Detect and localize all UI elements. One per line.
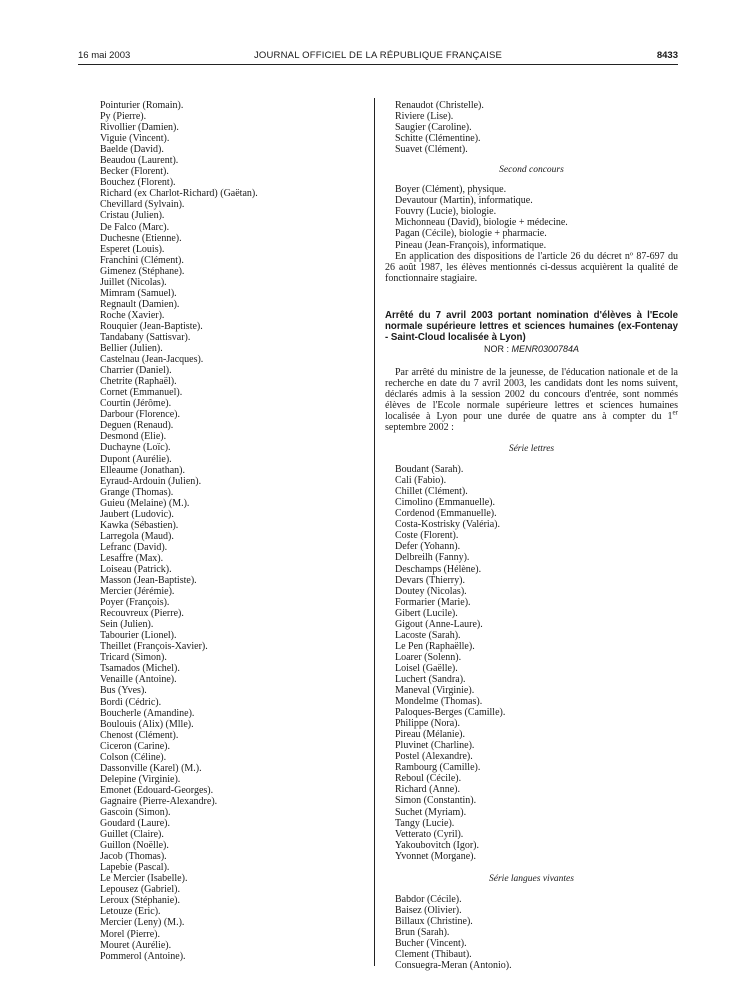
list-item: Postel (Alexandre).: [395, 751, 473, 763]
right-top-names: [385, 100, 678, 155]
list-item: Duchayne (Loïc).: [100, 442, 171, 454]
list-item: Cali (Fabio).: [395, 475, 447, 487]
list-item: Riviere (Lise).: [395, 111, 454, 123]
application-paragraph: En application des dispositions de l'article 26 du décret nº 87-697 du 26 août 1987, les élèves mentionnés ci-dessus acquièrent la qualité de fonctionnaire stagiaire.: [385, 250, 678, 284]
list-item: Theillet (François-Xavier).: [100, 641, 208, 653]
list-item: Regnault (Damien).: [100, 298, 180, 310]
list-item: Loiseau (Patrick).: [100, 563, 172, 575]
list-item: Franchini (Clément).: [100, 254, 184, 266]
list-item: Loarer (Solenn).: [395, 651, 462, 663]
list-item: Viguie (Vincent).: [100, 133, 170, 145]
list-item: De Falco (Marc).: [100, 221, 170, 233]
list-item: Vetterato (Cyril).: [395, 828, 464, 840]
right-column: [385, 100, 678, 971]
list-item: Ciceron (Carine).: [100, 740, 170, 752]
list-item: Yvonnet (Morgane).: [395, 850, 477, 862]
list-item: Guieu (Melaine) (M.).: [100, 497, 190, 509]
list-item: Rouquier (Jean-Baptiste).: [100, 320, 203, 332]
list-item: Emonet (Edouard-Georges).: [100, 784, 214, 796]
list-item: Delbreilh (Fanny).: [395, 552, 470, 564]
list-item: Poyer (François).: [100, 597, 170, 609]
list-item: Pireau (Mélanie).: [395, 729, 465, 741]
list-item: Bouchez (Florent).: [100, 177, 176, 189]
list-item: Boyer (Clément), physique.: [395, 184, 507, 196]
list-item: Yakoubovitch (Igor).: [395, 839, 479, 851]
list-item: Michonneau (David), biologie + médecine.: [395, 217, 568, 229]
list-item: Mercier (Jérémie).: [100, 586, 175, 598]
arrete-body: [385, 367, 678, 433]
list-item: Tangy (Lucie).: [395, 817, 455, 829]
list-item: Chillet (Clément).: [395, 486, 468, 498]
list-item: Pagan (Cécile), biologie + pharmacie.: [395, 228, 547, 240]
list-item: Gimenez (Stéphane).: [100, 265, 185, 277]
list-item: Clement (Thibaut).: [395, 949, 472, 961]
list-item: Devautour (Martin), informatique.: [395, 195, 533, 207]
list-item: Esperet (Louis).: [100, 243, 165, 255]
list-item: Richard (ex Charlot-Richard) (Gaëtan).: [100, 188, 258, 200]
list-item: Mercier (Leny) (M.).: [100, 917, 185, 929]
list-item: Pommerol (Antoine).: [100, 950, 186, 962]
list-item: Tabourier (Lionel).: [100, 630, 177, 642]
list-item: Letouze (Eric).: [100, 906, 161, 918]
header-page-number: 8433: [656, 50, 678, 61]
list-item: Schitte (Clémentine).: [395, 133, 481, 145]
list-item: Jaubert (Ludovic).: [100, 508, 174, 520]
list-item: Recouvreux (Pierre).: [100, 608, 184, 620]
list-item: Gascoin (Simon).: [100, 807, 171, 818]
second-concours-heading: Second concours: [499, 165, 564, 176]
list-item: Bucher (Vincent).: [395, 938, 467, 949]
list-item: Gibert (Lucile).: [395, 607, 458, 619]
list-item: Gagnaire (Pierre-Alexandre).: [100, 795, 218, 807]
list-item: Tsamados (Michel).: [100, 663, 180, 675]
list-item: Cordenod (Emmanuelle).: [395, 508, 497, 520]
list-item: Courtin (Jérôme).: [100, 398, 172, 410]
list-item: Renaudot (Christelle).: [395, 100, 484, 111]
list-item: Lepousez (Gabriel).: [100, 884, 180, 896]
list-item: Baisez (Olivier).: [395, 904, 462, 916]
list-item: Sein (Julien).: [100, 619, 154, 631]
list-item: Duchesne (Etienne).: [100, 232, 182, 244]
list-item: Coste (Florent).: [395, 530, 459, 542]
list-item: Rivollier (Damien).: [100, 122, 179, 134]
list-item: Lapebie (Pascal).: [100, 862, 170, 874]
list-item: Simon (Constantin).: [395, 795, 477, 807]
arrete-body-sup: er: [672, 408, 678, 417]
list-item: Pointurier (Romain).: [100, 100, 184, 111]
list-item: Le Mercier (Isabelle).: [100, 873, 188, 885]
list-item: Kawka (Sébastien).: [100, 519, 179, 531]
list-item: Suchet (Myriam).: [395, 806, 467, 818]
list-item: Beaudou (Laurent).: [100, 155, 179, 167]
serie-lettres-names: [385, 464, 678, 862]
list-item: Guillon (Noëlle).: [100, 840, 169, 852]
list-item: Py (Pierre).: [100, 111, 147, 123]
list-item: Consuegra-Meran (Antonio).: [395, 960, 512, 972]
list-item: Mouret (Aurélie).: [100, 939, 172, 951]
list-item: Maneval (Virginie).: [395, 685, 475, 697]
list-item: Pluvinet (Charline).: [395, 740, 475, 752]
list-item: Brun (Sarah).: [395, 926, 450, 938]
list-item: Lacoste (Sarah).: [395, 629, 461, 641]
list-item: Jacob (Thomas).: [100, 851, 167, 863]
column-divider: [374, 98, 375, 966]
list-item: Becker (Florent).: [100, 166, 169, 178]
list-item: Tandabany (Sattisvar).: [100, 331, 191, 343]
list-item: Grange (Thomas).: [100, 486, 174, 498]
list-item: Eyraud-Ardouin (Julien).: [100, 475, 202, 487]
list-item: Delepine (Virginie).: [100, 773, 181, 785]
list-item: Castelnau (Jean-Jacques).: [100, 354, 204, 366]
list-item: Reboul (Cécile).: [395, 773, 462, 785]
list-item: Doutey (Nicolas).: [395, 585, 467, 597]
list-item: Tricard (Simon).: [100, 652, 167, 664]
list-item: Suavet (Clément).: [395, 144, 468, 156]
list-item: Lefranc (David).: [100, 541, 168, 553]
nor-code: MENR0300784A: [511, 343, 580, 354]
nor-line: [385, 344, 678, 355]
arrete-body-end: septembre 2002 :: [385, 421, 454, 433]
list-item: Venaille (Antoine).: [100, 674, 177, 686]
list-item: Bus (Yves).: [100, 685, 147, 697]
list-item: Guillet (Claire).: [100, 829, 164, 841]
list-item: Cornet (Emmanuel).: [100, 387, 183, 399]
list-item: Cimolino (Emmanuelle).: [395, 497, 495, 509]
list-item: Masson (Jean-Baptiste).: [100, 575, 197, 587]
list-item: Boulouis (Alix) (Mlle).: [100, 718, 194, 730]
page-header: [78, 50, 678, 64]
list-item: Saugier (Caroline).: [395, 122, 472, 134]
list-item: Chetrite (Raphaël).: [100, 376, 177, 388]
list-item: Lesaffre (Max).: [100, 552, 164, 564]
list-item: Roche (Xavier).: [100, 309, 165, 321]
list-item: Deschamps (Hélène).: [395, 563, 482, 575]
list-item: Baelde (David).: [100, 144, 164, 156]
left-column: [90, 100, 352, 962]
list-item: Loisel (Gaëlle).: [395, 662, 458, 674]
list-item: Charrier (Daniel).: [100, 365, 172, 377]
list-item: Paloques-Berges (Camille).: [395, 707, 506, 719]
list-item: Pineau (Jean-François), informatique.: [395, 239, 547, 251]
list-item: Dassonville (Karel) (M.).: [100, 762, 202, 774]
list-item: Rambourg (Camille).: [395, 762, 481, 774]
list-item: Babdor (Cécile).: [395, 893, 462, 905]
list-item: Desmond (Elie).: [100, 431, 167, 443]
list-item: Devars (Thierry).: [395, 574, 465, 586]
list-item: Billaux (Christine).: [395, 915, 473, 927]
second-concours-names: [385, 184, 678, 250]
list-item: Juillet (Nicolas).: [100, 276, 167, 288]
list-item: Mondelme (Thomas).: [395, 696, 483, 708]
list-item: Philippe (Nora).: [395, 718, 460, 730]
arrete-body-text: Par arrêté du ministre de la jeunesse, de l'éducation nationale et de la recherche en date du 7 avril 2003, les candidats dont les noms suivent, déclarés admis à la session 2002 du concours d'entrée, sont nommés élèves de l'Ecole normale supérieure lettres et sciences humaines localisée à Lyon pour une durée de quatre ans à compter du 1: [385, 366, 678, 422]
serie-langues-heading: Série langues vivantes: [489, 873, 574, 884]
list-item: Chenost (Clément).: [100, 729, 179, 741]
list-item: Boudant (Sarah).: [395, 464, 464, 476]
serie-lettres-heading: Série lettres: [508, 444, 555, 455]
header-journal-title: JOURNAL OFFICIEL DE LA RÉPUBLIQUE FRANÇAISE: [253, 50, 503, 61]
list-item: Colson (Céline).: [100, 751, 167, 763]
list-item: Defer (Yohann).: [395, 541, 461, 553]
list-item: Elleaume (Jonathan).: [100, 464, 185, 476]
list-item: Richard (Anne).: [395, 784, 460, 796]
list-item: Goudard (Laure).: [100, 818, 170, 830]
list-item: Mimram (Samuel).: [100, 287, 177, 299]
nor-label: NOR :: [483, 343, 509, 354]
list-item: Chevillard (Sylvain).: [100, 199, 185, 211]
list-item: Deguen (Renaud).: [100, 420, 174, 432]
list-item: Fouvry (Lucie), biologie.: [395, 206, 497, 218]
list-item: Larregola (Maud).: [100, 530, 174, 542]
list-item: Cristau (Julien).: [100, 210, 165, 222]
list-item: Bordi (Cédric).: [100, 696, 162, 708]
serie-langues-names: [385, 894, 678, 971]
arrete-title: Arrêté du 7 avril 2003 portant nomination d'élèves à l'Ecole normale supérieure lettres et sciences humaines (ex-Fontenay - Saint-Cloud localisée à Lyon): [385, 309, 678, 343]
list-item: Luchert (Sandra).: [395, 673, 466, 685]
list-item: Boucherle (Amandine).: [100, 707, 195, 719]
header-rule: [78, 64, 678, 65]
list-item: Formarier (Marie).: [395, 596, 471, 608]
list-item: Dupont (Aurélie).: [100, 453, 172, 465]
list-item: Leroux (Stéphanie).: [100, 895, 180, 907]
list-item: Bellier (Julien).: [100, 343, 163, 355]
header-date: 16 mai 2003: [78, 50, 131, 61]
list-item: Gigout (Anne-Laure).: [395, 618, 483, 630]
list-item: Darbour (Florence).: [100, 409, 180, 421]
list-item: Le Pen (Raphaëlle).: [395, 640, 475, 652]
list-item: Morel (Pierre).: [100, 928, 160, 940]
list-item: Costa-Kostrisky (Valéria).: [395, 519, 500, 531]
